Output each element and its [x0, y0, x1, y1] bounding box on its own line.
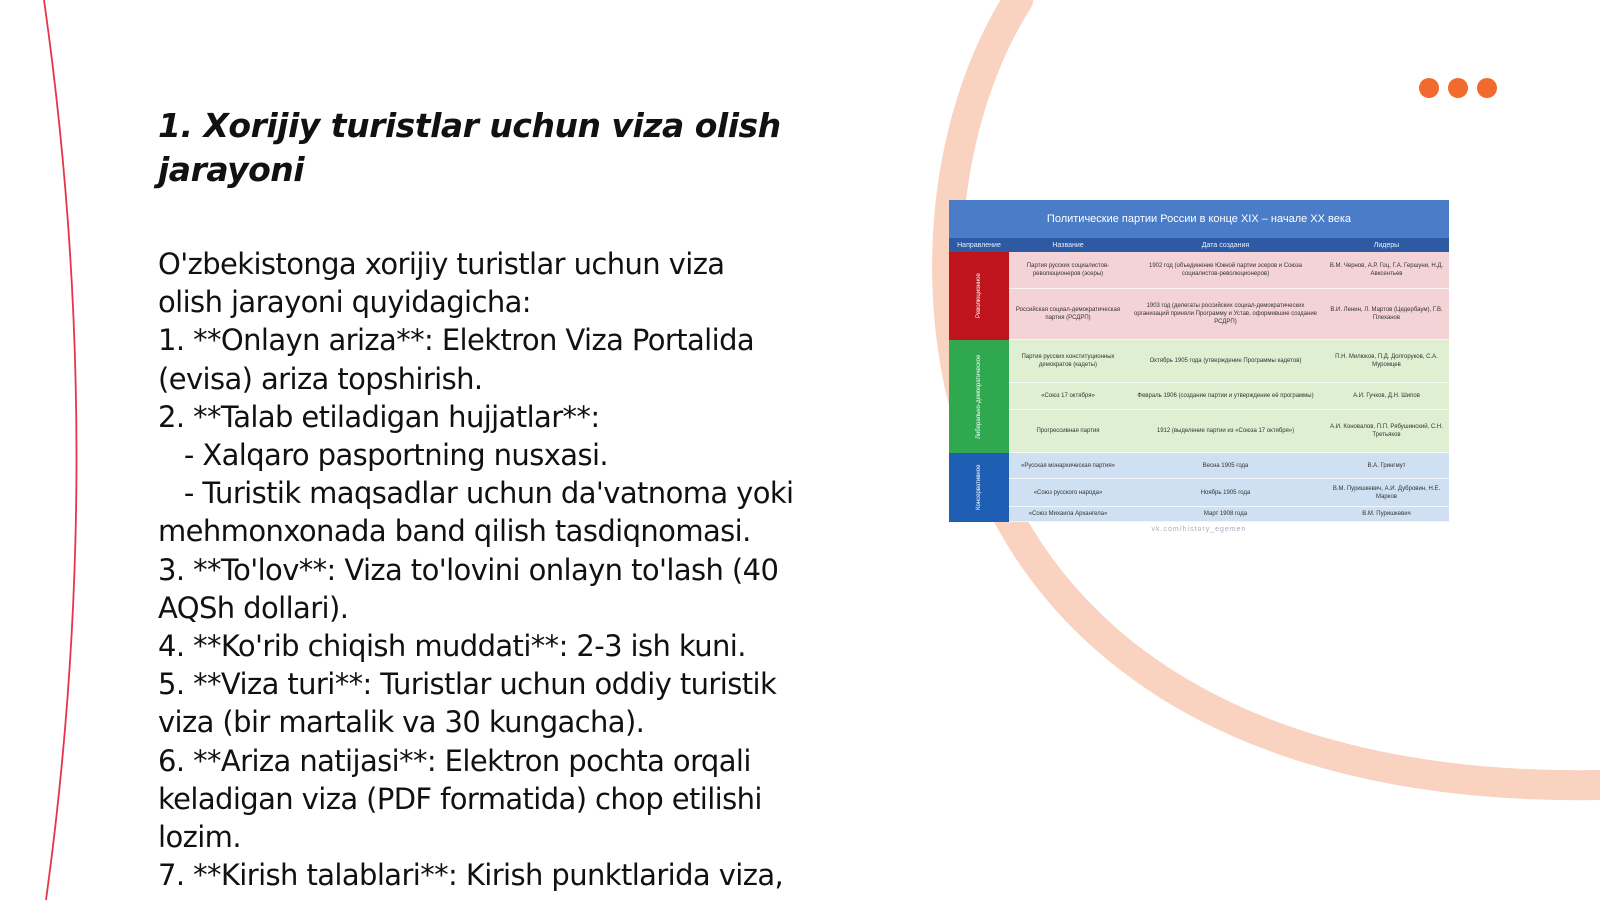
table-cell-name: «Союз русского народа»: [1033, 489, 1103, 496]
table-cell-date: 1902 год (объединение Южной партии эсеров и Союза социалистов-революционеров): [1149, 263, 1302, 277]
table-row: [1009, 252, 1449, 289]
table-cell-leaders: А.И. Гучков, Д.Н. Шипов: [1353, 393, 1420, 399]
slide-body-text: O'zbekistonga xorijiy turistlar uchun viza olish jarayoni quyidagicha: 1. **Onlayn ariza**: Elektron Viza Portalida (evisa) ariza topshirish. 2. **Talab etiladigan hujjatlar**: - Xalqaro pasportning nusxasi. - Turistik maqsadlar uchun da'vatnoma yoki mehmonxonada band qilish tasdiqnomasi. 3. **To'lov**: Viza to'lovini onlayn to'lash (40 AQSh dollari). 4. **Ko'rib chiqish muddati**: 2-3 ish kuni. 5. **Viza turi**: Turistlar uchun oddiy turistik viza (bir martalik va 30 kungacha). 6. **Ariza natijasi**: Elektron pochta orqali keladigan viza (PDF formatida) chop etilishi lozim. 7. **Kirish talablari**: Kirish punktlarida viza,: [158, 247, 794, 893]
slide-title: 1. Xorijiy turistlar uchun viza olish jarayoni: [158, 106, 781, 189]
table-row: [1009, 410, 1449, 453]
table-cell-leaders: А.И. Коновалов, П.П. Рябушинский, С.Н. Третьяков: [1330, 424, 1443, 438]
menu-dots-icon: [1419, 78, 1497, 98]
table-cell-name: Партия русских социалистов-революционеров (эсеры): [1026, 263, 1110, 277]
dot: [1477, 78, 1497, 98]
table-rows: [1009, 252, 1449, 522]
column-header: Дата создания: [1201, 241, 1250, 249]
dot: [1419, 78, 1439, 98]
table-group-label: Либерально-демократическое: [949, 340, 1009, 453]
table-cell-name: «Союз Михаила Архангела»: [1028, 511, 1108, 517]
dot: [1448, 78, 1468, 98]
table-cell-date: Октябрь 1905 года (утверждение Программы кадетов): [1149, 358, 1302, 364]
table-row: [1009, 453, 1449, 479]
table-cell-date: 1912 (выделение партии из «Союза 17 октября»): [1156, 428, 1295, 434]
table-cell-date: Март 1908 года: [1203, 511, 1248, 517]
table-cell-leaders: В.А. Грингмут: [1367, 462, 1406, 469]
table-cell-date: Весна 1905 года: [1202, 462, 1249, 469]
table-column-headers: [949, 238, 1449, 252]
left-accent-line: [44, 0, 77, 900]
table-row: [1009, 289, 1449, 340]
table-row: [1009, 479, 1449, 507]
table-cell-name: Прогрессивная партия: [1036, 428, 1100, 434]
table-cell-name: «Союз 17 октября»: [1041, 393, 1095, 399]
table-row: [1009, 383, 1449, 410]
table-cell-leaders: П.Н. Милюков, П.Д. Долгоруков, С.А. Муромцев: [1335, 354, 1438, 368]
table-footer: vk.com/history_egemen: [1151, 526, 1247, 533]
table-cell-leaders: В.М. Пуришкевич: [1362, 511, 1411, 517]
table-cell-date: Ноябрь 1905 года: [1200, 489, 1251, 496]
column-header: Название: [1052, 241, 1084, 249]
table-title: Политические партии России в конце XIX – начале XX века: [949, 200, 1449, 238]
table-cell-name: Партия русских конституционных демократов (кадеты): [1021, 354, 1115, 368]
column-header: Лидеры: [1373, 241, 1400, 249]
column-header: Направление: [957, 241, 1001, 249]
table-cell-leaders: В.М. Пуришкевич, А.И. Дубровин, Н.Е. Марков: [1332, 485, 1441, 500]
table-row: [1009, 507, 1449, 522]
table-cell-name: «Русская монархическая партия»: [1021, 462, 1115, 469]
table-cell-leaders: В.М. Чернов, А.Р. Гоц, Г.А. Гершуни, Н.Д. Авксентьев: [1329, 263, 1444, 277]
table-row: [1009, 340, 1449, 383]
table-cell-date: Февраль 1906 (создание партии и утверждение её программы): [1137, 393, 1314, 399]
parties-table-image: [949, 200, 1449, 533]
table-cell-date: 1903 год (делегаты российских социал-демократических организаций приняли Программу и Устав, оформившие создание РСДРП): [1133, 303, 1318, 325]
table-group-column: [949, 252, 1009, 522]
table-group-label: Консервативное: [949, 453, 1009, 522]
table-group-label: Революционное: [949, 252, 1009, 340]
table-cell-leaders: В.И. Ленин, Л. Мартов (Цедербаум), Г.В. Плеханов: [1330, 307, 1443, 321]
table-cell-name: Российская социал-демократическая партия (РСДРП): [1015, 307, 1121, 321]
